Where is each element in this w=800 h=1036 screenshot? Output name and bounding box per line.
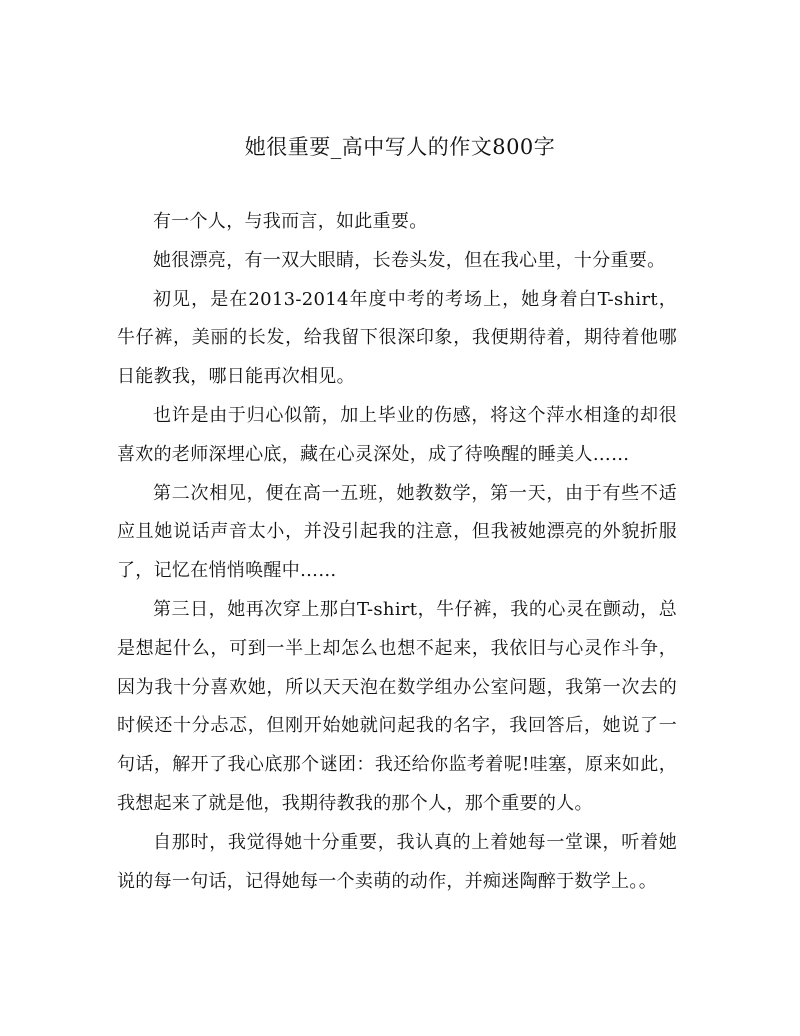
paragraph: 也许是由于归心似箭，加上毕业的伤感，将这个萍水相逢的却很喜欢的老师深埋心底，藏在心灵深处，成了待唤醒的睡美人…… [117,404,677,465]
paragraph: 第三日，她再次穿上那白T-shirt，牛仔裤，我的心灵在颤动，总是想起什么，可到一半上却怎么也想不起来，我依旧与心灵作斗争，因为我十分喜欢她，所以天天泡在数学组办公室问题，我第一次去的时候还十分忐忑，但刚开始她就问起我的名字，我回答后，她说了一句话，解开了我心底那个谜团：我还给你监考着呢!哇塞，原来如此，我想起来了就是他，我期待教我的那个人，那个重要的人。 [117,598,677,814]
paragraph: 自那时，我觉得她十分重要，我认真的上着她每一堂课，听着她说的每一句话，记得她每一个卖萌的动作，并痴迷陶醉于数学上。。 [117,831,677,892]
document-title: 她很重要_高中写人的作文800字 [244,135,556,159]
paragraph: 第二次相见，便在高一五班，她教数学，第一天，由于有些不适应且她说话声音太小，并没引起我的注意，但我被她漂亮的外貌折服了，记忆在悄悄唤醒中…… [117,482,677,582]
essay-body [117,203,677,901]
paragraph: 初见，是在2013-2014年度中考的考场上，她身着白T-shirt，牛仔裤，美丽的长发，给我留下很深印象，我便期待着，期待着他哪日能教我，哪日能再次相见。 [117,288,677,388]
paragraph: 她很漂亮，有一双大眼睛，长卷头发，但在我心里，十分重要。 [153,249,666,271]
paragraph: 有一个人，与我而言，如此重要。 [153,211,428,232]
